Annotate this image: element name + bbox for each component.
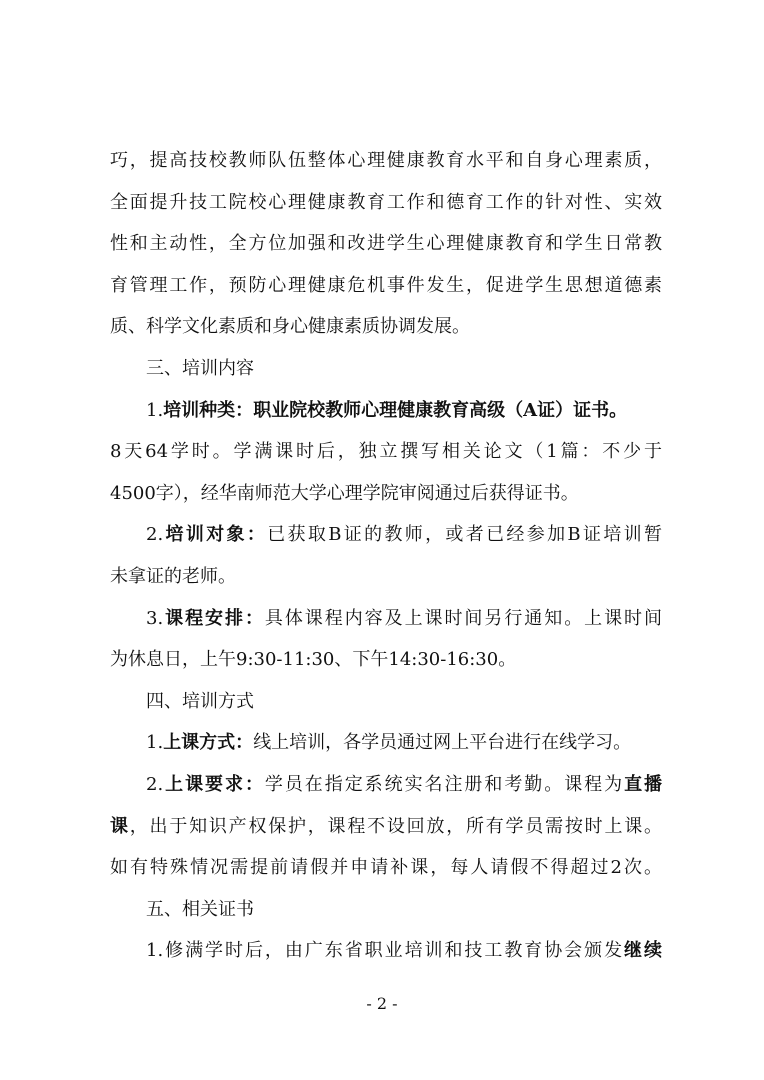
course-schedule-line-2: 为休息日，上午9:30-11:30、下午14:30-16:30。: [110, 649, 517, 671]
item-text: 1.修满学时后，由广东省职业培训和技工教育协会颁发: [146, 940, 625, 962]
item-text: 学员在指定系统实名注册和考勤。课程为: [264, 773, 625, 795]
item-label: 课程安排：: [163, 607, 265, 629]
intro-line-2: 全面提升技工院校心理健康教育工作和德育工作的针对性、实效: [110, 191, 662, 213]
class-requirements-line-2: [110, 806, 662, 848]
item-text: 线上培训，各学员通过网上平台进行在线学习。: [253, 732, 632, 754]
live-keyword-continued: 课: [110, 815, 130, 837]
intro-line-5: 质、科学文化素质和身心健康素质协调发展。: [110, 316, 470, 338]
training-type-line-3: 4500字），经华南师范大学心理学院审阅通过后获得证书。: [110, 482, 579, 504]
item-number: 3.: [146, 607, 164, 629]
section-heading-training-content: 三、培训内容: [146, 357, 254, 379]
certificate-name: 职业院校教师心理健康教育高级（A证）证书。: [253, 399, 628, 421]
item-label: 上课方式：: [163, 732, 254, 754]
course-schedule-line-1: [110, 598, 662, 640]
page-number: - 2 -: [366, 994, 398, 1013]
item-label: 培训对象：: [163, 524, 268, 546]
class-method-line: [110, 722, 662, 764]
intro-line-4: 育管理工作，预防心理健康危机事件发生，促进学生思想道德素: [110, 274, 662, 296]
training-target-line-2: 未拿证的老师。: [110, 565, 236, 587]
class-requirements-line-3: 如有特殊情况需提前请假并申请补课，每人请假不得超过2次。: [110, 857, 662, 879]
item-number: 1.: [146, 732, 164, 754]
certificate-line-1: [110, 930, 662, 972]
continuing-keyword: 继续: [624, 940, 662, 962]
intro-line-1: 巧，提高技校教师队伍整体心理健康教育水平和自身心理素质，: [110, 150, 662, 171]
training-type-line-2: 8天64学时。学满课时后，独立撰写相关论文（1篇：不少于: [110, 441, 662, 463]
item-text: ，出于知识产权保护，课程不设回放，所有学员需按时上课。: [129, 815, 662, 837]
item-label: 培训种类：: [163, 399, 254, 421]
item-label: 上课要求：: [163, 773, 265, 795]
section-heading-training-method: 四、培训方式: [146, 690, 254, 712]
live-keyword: 直播: [624, 773, 662, 795]
class-requirements-line-1: [110, 764, 662, 806]
document-body: [110, 140, 662, 972]
item-text: 已获取B证的教师，或者已经参加B证培训暂: [267, 524, 662, 546]
section-heading-certificates: 五、相关证书: [146, 898, 254, 920]
item-text: 具体课程内容及上课时间另行通知。上课时间: [264, 607, 662, 629]
intro-line-3: 性和主动性，全方位加强和改进学生心理健康教育和学生日常教: [110, 233, 662, 255]
item-number: 2.: [146, 773, 164, 795]
training-target-line-1: [110, 514, 662, 556]
item-number: 2.: [146, 524, 164, 546]
training-type-line-1: [110, 390, 662, 432]
item-number: 1.: [146, 399, 164, 421]
